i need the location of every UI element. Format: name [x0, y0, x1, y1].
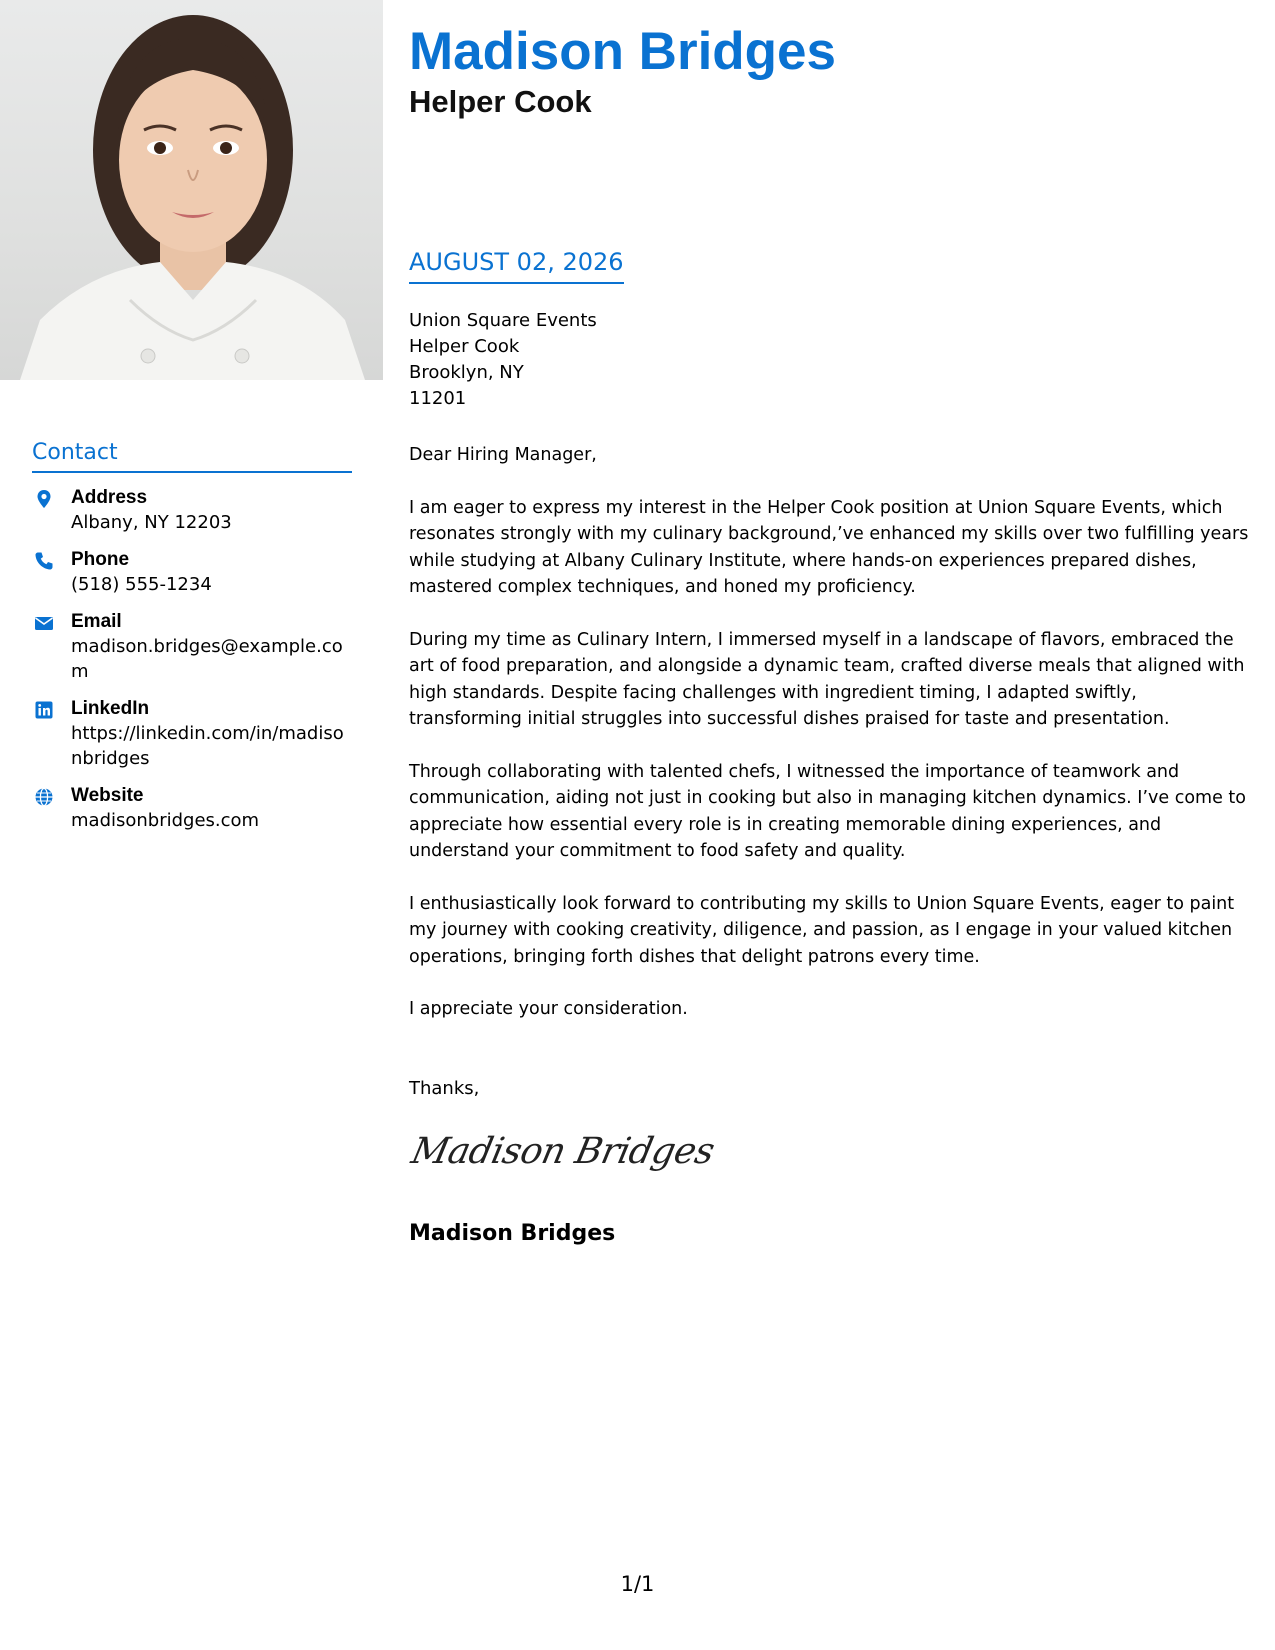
portrait-photo-icon: [0, 0, 383, 380]
contact-label: Email: [71, 611, 122, 632]
applicant-name: Madison Bridges: [409, 22, 837, 81]
paragraph-5: I appreciate your consideration.: [409, 999, 688, 1019]
linkedin-icon: [34, 700, 54, 720]
contact-title: Contact: [32, 438, 352, 473]
signer-name: Madison Bridges: [409, 1221, 616, 1246]
page-number: 1/1: [620, 1572, 655, 1596]
applicant-role: Helper Cook: [409, 84, 592, 119]
profile-photo: [0, 0, 383, 380]
closing: Thanks,: [409, 1078, 480, 1099]
location-pin-icon: [34, 489, 54, 509]
recipient-company: Union Square Events: [409, 310, 597, 331]
recipient-block: [409, 308, 597, 412]
phone-icon: [34, 551, 54, 571]
recipient-city: Brooklyn, NY: [409, 362, 524, 383]
contact-value: Albany, NY 12203: [71, 512, 232, 533]
contact-value: (518) 555-1234: [71, 574, 212, 595]
contact-linkedin: [32, 696, 352, 771]
globe-icon: [34, 787, 54, 807]
contact-email: [32, 609, 352, 684]
contact-label: LinkedIn: [71, 698, 150, 719]
recipient-zip: 11201: [409, 388, 467, 409]
letter-date: AUGUST 02, 2026: [409, 246, 624, 284]
contact-value: madison.bridges@example.com: [71, 636, 343, 682]
contact-phone: [32, 547, 352, 597]
contact-address: [32, 485, 352, 535]
salutation: Dear Hiring Manager,: [409, 445, 597, 465]
letter-body: [409, 442, 1249, 1049]
contact-section: [32, 438, 352, 833]
paragraph-3: Through collaborating with talented chefs, I witnessed the importance of teamwork and communication, aiding not just in cooking but also in managing kitchen dynamics. I’ve come to appreciate how essential every role is in creating memorable dining experiences, and understand your commitment to food safety and quality.: [409, 761, 1246, 861]
contact-label: Address: [71, 487, 148, 508]
recipient-position: Helper Cook: [409, 336, 520, 357]
paragraph-4: I enthusiastically look forward to contributing my skills to Union Square Events, eager to paint my journey with cooking creativity, diligence, and passion, as I engage in your valued kitchen operations, bringing forth dishes that delight patrons every time.: [409, 893, 1235, 967]
handwritten-signature: Madison Bridges: [407, 1131, 718, 1172]
paragraph-2: During my time as Culinary Intern, I immersed myself in a landscape of flavors, embraced the art of food preparation, and alongside a dynamic team, crafted diverse meals that aligned with high standards. Despite facing challenges with ingredient timing, I adapted swiftly, transforming initial struggles into successful dishes praised for taste and presentation.: [409, 629, 1245, 729]
paragraph-1: I am eager to express my interest in the Helper Cook position at Union Square Events, which resonates strongly with my culinary background,’ve enhanced my skills over two fulfilling years while studying at Albany Culinary Institute, where hands-on experiences prepared dishes, mastered complex techniques, and honed my proficiency.: [409, 497, 1249, 597]
contact-label: Website: [71, 785, 144, 806]
contact-value: madisonbridges.com: [71, 810, 260, 831]
contact-website: [32, 783, 352, 833]
contact-label: Phone: [71, 549, 130, 570]
envelope-icon: [34, 613, 54, 633]
contact-value: https://linkedin.com/in/madisonbridges: [71, 723, 344, 769]
